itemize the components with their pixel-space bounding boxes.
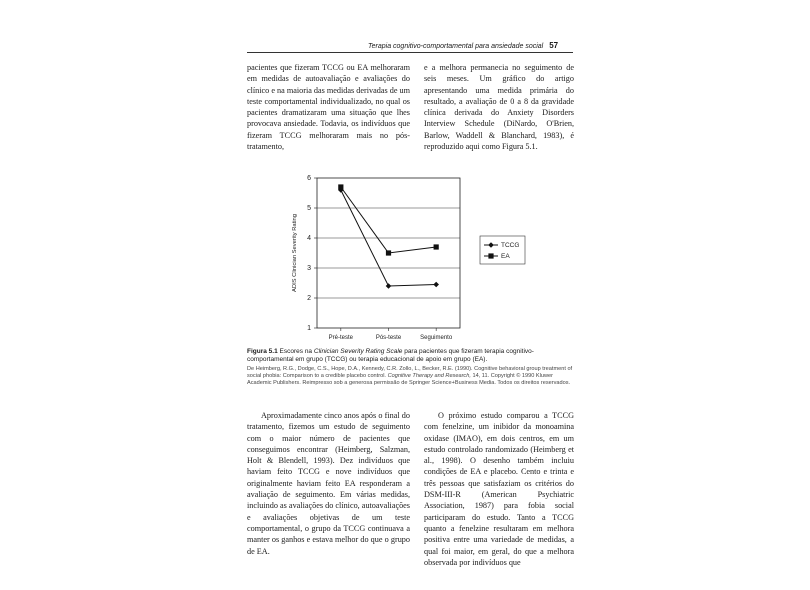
page-number: 57 (549, 41, 559, 50)
y-axis-label: ADIS Clinician Severity Rating (292, 214, 298, 292)
x-tick-label: Pós-teste (375, 335, 402, 341)
caption-text-before: Escores na (279, 348, 313, 355)
data-point-ea (338, 184, 343, 189)
y-tick-label: 4 (307, 235, 311, 243)
caption-text-after: para pacientes que fizeram terapia cognitivo-comportamental em grupo (TCCG) ou terapia educacional de apoio em grupo (EA). (247, 348, 534, 364)
y-tick-label: 6 (307, 175, 311, 183)
paragraph: O próximo estudo comparou a TCCG com fenelzine, um inibidor da monoamina oxidase (IMAO), em dois centros, em um estudo controlado randomizado (Heimberg et al., 1998). O desenho também incluiu condições de EA e placebo. Cento e trinta e três pessoas que satisfaziam os critérios do DSM-III-R (American Psychiatric Association, 1987) para fobia social participaram do estudo. Tanto a TCCG quanto a fenelzine resultaram em melhora positiva entre uma variedade de medidas, a qual foi maior, em geral, do que a melhora observada por indivíduos que (424, 411, 574, 567)
data-point-ea (386, 250, 391, 255)
x-tick-label: Seguimento (420, 335, 453, 341)
text-column-3 (247, 410, 410, 557)
legend-label: EA (501, 253, 510, 261)
y-tick-label: 1 (307, 325, 311, 333)
figure-label: Figura 5.1 (247, 348, 278, 355)
legend-label: TCCG (501, 242, 520, 250)
paragraph: e a melhora permanecia no seguimento de seis meses. Um gráfico do artigo apresentando uma medida primária do resultado, a avaliação de 0 a 8 da gravidade clínica derivada do Anxiety Disorders Interview Schedule (DiNardo, O'Brien, Barlow, Waddell & Blanchard, 1983), é reproduzido aqui como Figura 5.1. (424, 63, 574, 152)
paragraph: Aproximadamente cinco anos após o final do tratamento, fizemos um estudo de seguimento com o maior número de pacientes que conseguimos encontrar (Heimberg, Salzman, Holt & Blendell, 1993). Dez indivíduos que haviam feito TCCG e nove indivíduos que originalmente haviam feito EA responderam a avaliação de seguimento. Em várias medidas, incluindo as avaliações do clínico, autoavaliações e avaliações objetivas de um teste comportamental, o grupo da TCCG continuava a manter os ganhos e estava melhor do que o grupo de EA. (247, 411, 410, 556)
caption-scale-name: Clinician Severity Rating Scale (313, 348, 403, 355)
source-citation: De Heimberg, R.G., Dodge, C.S., Hope, D.A., Kennedy, C.R. Zollo, L., Becker, R.E. (1990). Cognitive behavioral group treatment of social phobia: Comparison to a credible placebo control. (247, 365, 573, 379)
text-column-4 (424, 410, 574, 568)
y-tick-label: 5 (307, 205, 311, 213)
header-title: Terapia cognitivo-comportamental para ansiedade social (368, 43, 544, 50)
text-column-2 (424, 62, 574, 152)
figure-chart (287, 168, 532, 351)
paragraph: pacientes que fizeram TCCG ou EA melhoraram em medidas de autoavaliação e avaliações do clínico e na maioria das medidas derivadas de um teste comportamental individualizado, no qual os pacientes dramatizaram uma situação que lhes provocava ansiedade. Todavia, os indivíduos que fizeram TCCG melhoraram mais no pós-tratamento, (247, 63, 410, 152)
data-point-tccg (386, 283, 392, 289)
source-copyright: 14, 11. Copyright © 1990 Kluwer Academic Publishers. Reimpresso sob a generosa permissão de Springer Science+Business Media. Todos os direitos reservados. (247, 372, 571, 386)
legend-marker-ea (488, 253, 493, 258)
header-rule (247, 52, 573, 53)
data-point-tccg (433, 282, 439, 288)
source-journal: Cognitive Therapy and Research, (387, 372, 471, 379)
line-chart (287, 168, 532, 346)
figure-caption (247, 348, 574, 387)
running-header (368, 41, 576, 50)
y-tick-label: 2 (307, 295, 311, 303)
data-point-ea (434, 244, 439, 249)
text-column-1 (247, 62, 410, 152)
y-tick-label: 3 (307, 265, 311, 273)
series-line-ea (341, 187, 436, 253)
x-tick-label: Pré-teste (328, 335, 354, 341)
